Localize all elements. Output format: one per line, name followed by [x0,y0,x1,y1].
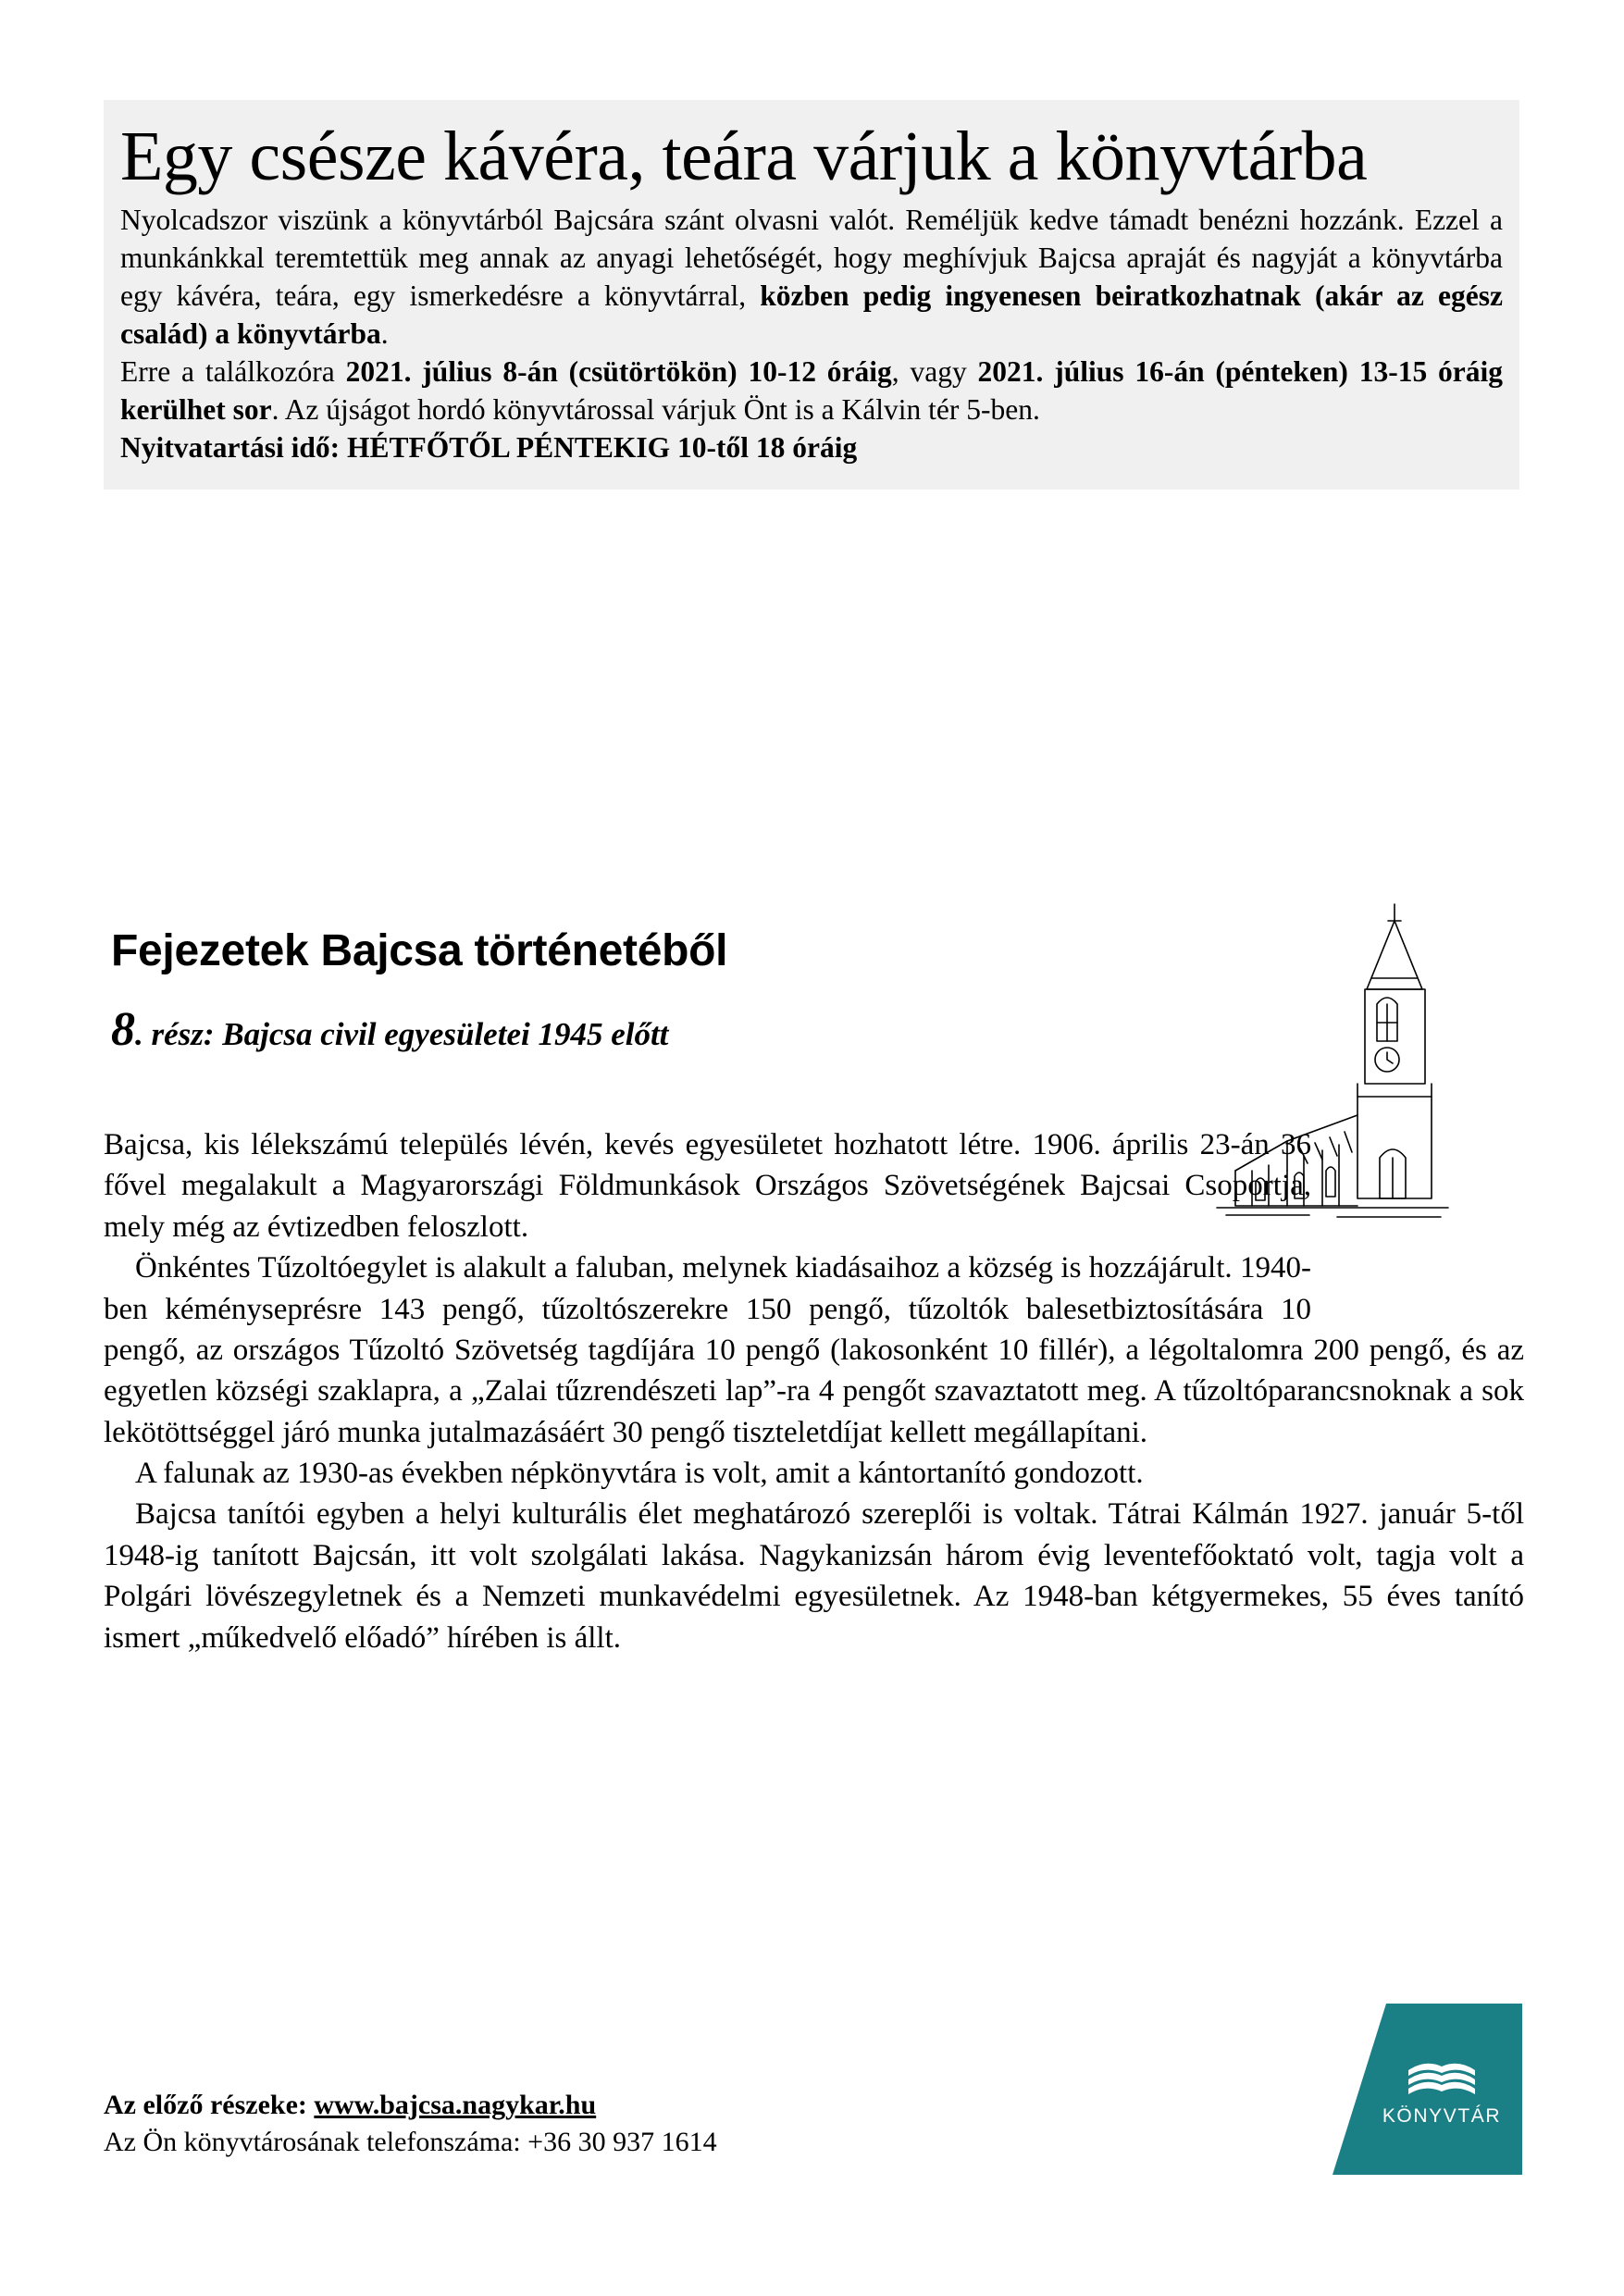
intro-paragraph-1-text: Nyolcadszor viszünk a könyvtárból Bajcsára szánt olvasni valót. Reméljük kedve támadt benézni hozzánk. Ezzel a munkánkkal teremtettük meg annak az anyagi lehetőségét, hogy meghívjuk Bajcsa apraját és nagyját a könyvtárba egy kávéra, teára, egy ismerkedésre a könyvtárral, [120,204,1503,312]
meeting-date-2: 2021. július 16-án (pénteken) 13-15 óráig kerülhet sor [120,354,1503,426]
meeting-lead-in: Erre a találkozóra [120,354,346,388]
meeting-date-1: 2021. július 8-án (csütörtökön) 10-12 óráig [345,354,892,388]
image-wrap-spacer [1311,1124,1524,1291]
intro-paragraph-2 [120,354,1503,429]
intro-paragraph-1-bold: közben pedig ingyenesen beiratkozhatnak (akár az egész család) a könyvtárba [120,279,1503,350]
part-number: 8 [111,1003,135,1056]
part-subtitle: . rész: Bajcsa civil egyesületei 1945 előtt [135,1016,669,1052]
library-logo [1333,2004,1522,2175]
article-paragraph-text: Bajcsa, kis lélekszámú település lévén, kevés egyesületet hozhatott létre. 1906. április 23-án 36 fővel megalakult a Magyarországi Földmunkások Országos Szövetségének Bajcsai Csoportja, mely még az évtizedben feloszlott. [104,1128,1311,1244]
article-paragraph: Önkéntes Tűzoltóegylet is alakult a faluban, melynek kiadásaihoz a község is hozzájárult. 1940-ben kéményseprésre 143 pengő, tűzoltószerekre 150 pengő, tűzoltók balesetbiztosítására 10 pengő, az országos Tűzoltó Szövetség tagdíjára 10 pengő (lakosonként 10 fillér), a légoltalomra 200 pengő, és az egyetlen községi szaklapra, a „Zalai tűzrendészeti lap”-ra 4 pengőt szavaztatott meg. A tűzoltóparancsnoknak a sok lekötöttséggel járó munka jutalmazásáért 30 pengő tiszteletdíjat kellett megállapítani. [104,1251,1524,1449]
article-body [104,1124,1524,1658]
opening-hours-text: Nyitvatartási idő: HÉTFŐTŐL PÉNTEKIG 10-től 18 óráig [120,430,858,464]
meeting-address: . Az újságot hordó könyvtárossal várjuk Önt is a Kálvin tér 5-ben. [271,392,1040,426]
meeting-conjunction: , vagy [891,354,978,388]
footer [104,2087,1214,2161]
previous-parts-line [104,2087,1214,2124]
intro-paragraph-1-end: . [380,316,389,350]
section-subheading [111,1003,1203,1056]
librarian-phone: Az Ön könyvtárosának telefonszáma: +36 30 937 1614 [104,2127,717,2158]
article-paragraph: A falunak az 1930-as években népkönyvtára is volt, amit a kántortanító gondozott. [135,1457,1144,1490]
page-title: Egy csésze kávéra, teára várjuk a könyvtárba [120,118,1368,195]
article-paragraph: Bajcsa tanítói egyben a helyi kulturális élet meghatározó szereplői is voltak. Tátrai Kálmán 1927. január 5-től 1948-ig tanított Bajcsán, itt volt szolgálati lakása. Nagykanizsán három évig leventefőoktató volt, tagja volt a Polgári lövészegyletnek és a Nemzeti munkavédelmi egyesületnek. Az 1948-ban kétgyermekes, 55 éves tanító ismert „műkedvelő előadó” hírében is állt. [104,1497,1524,1655]
previous-parts-label: Az előző részeke: [104,2090,315,2120]
logo-text: KÖNYVTÁR [1382,2105,1502,2127]
section-heading: Fejezetek Bajcsa történetéből [111,926,728,975]
previous-parts-link[interactable]: www.bajcsa.nagykar.hu [314,2090,597,2120]
highlight-box [104,100,1519,490]
article-paragraph [104,1124,1524,1247]
intro-paragraph-1 [120,202,1503,354]
intro-text [113,202,1510,467]
opening-hours [120,429,1503,467]
